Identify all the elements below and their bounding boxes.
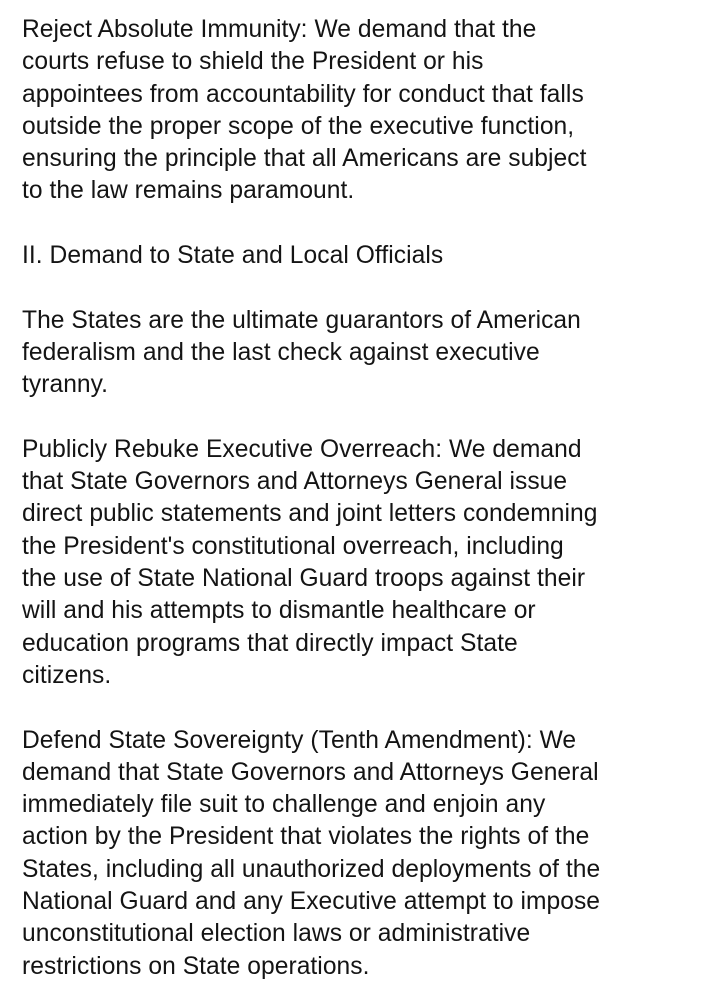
text-line: appointees from accountability for conduct that falls <box>22 80 584 108</box>
text-line: demand that State Governors and Attorneys General <box>22 758 599 786</box>
text-line: tyranny. <box>22 371 109 399</box>
text-line: citizens. <box>22 661 112 689</box>
document-body <box>22 14 694 983</box>
heading-text: II. Demand to State and Local Officials <box>22 242 444 270</box>
paragraph-states-guarantors <box>22 305 694 402</box>
text-line: will and his attempts to dismantle healthcare or <box>22 597 536 625</box>
text-line: action by the President that violates the rights of the <box>22 823 590 851</box>
text-line: The States are the ultimate guarantors of American <box>22 306 581 334</box>
text-line: ensuring the principle that all Americans are subject <box>22 145 587 173</box>
text-line: unconstitutional election laws or administrative <box>22 920 531 948</box>
text-line: to the law remains paramount. <box>22 177 355 205</box>
text-line: outside the proper scope of the executive function, <box>22 112 575 140</box>
text-line: Defend State Sovereignty (Tenth Amendment): We <box>22 726 577 754</box>
text-line: courts refuse to shield the President or his <box>22 48 484 76</box>
text-line: education programs that directly impact State <box>22 629 518 657</box>
paragraph-reject-absolute-immunity <box>22 14 694 208</box>
text-line: the President's constitutional overreach, including <box>22 532 564 560</box>
text-line: direct public statements and joint letters condemning <box>22 500 598 528</box>
text-line: that State Governors and Attorneys General issue <box>22 468 568 496</box>
text-line: immediately file suit to challenge and enjoin any <box>22 791 546 819</box>
text-line: States, including all unauthorized deployments of the <box>22 855 601 883</box>
text-line: the use of State National Guard troops against their <box>22 565 586 593</box>
text-line: federalism and the last check against executive <box>22 338 540 366</box>
section-heading <box>22 240 694 272</box>
text-line: Publicly Rebuke Executive Overreach: We demand <box>22 435 582 463</box>
paragraph-publicly-rebuke <box>22 434 694 692</box>
text-line: restrictions on State operations. <box>22 952 370 980</box>
paragraph-defend-state-sovereignty <box>22 725 694 983</box>
text-line: National Guard and any Executive attempt to impose <box>22 888 601 916</box>
text-line: Reject Absolute Immunity: We demand that the <box>22 16 537 43</box>
